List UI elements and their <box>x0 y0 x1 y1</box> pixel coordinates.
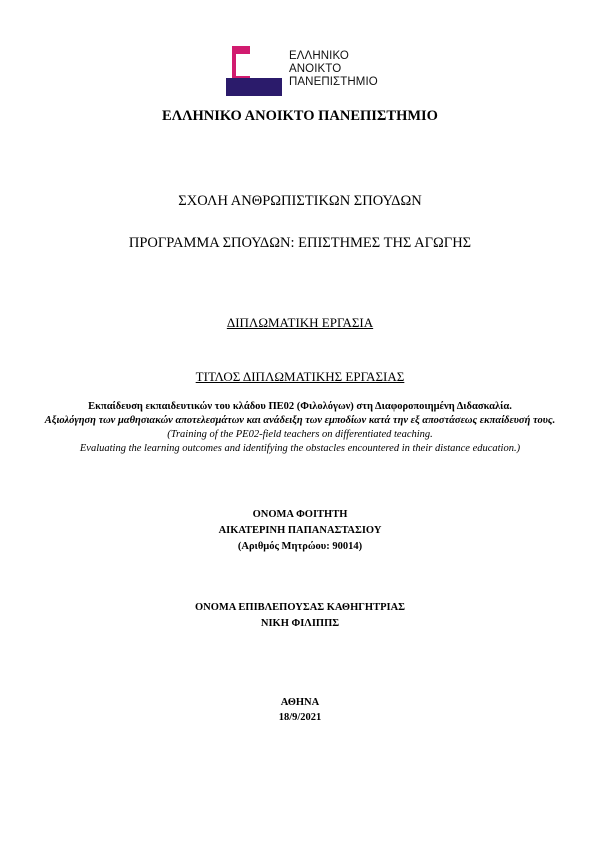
date: 18/9/2021 <box>278 712 322 723</box>
student-label: ΟΝΟΜΑ ΦΟΙΤΗΤΗ <box>252 509 348 520</box>
logo-wordmark <box>289 50 378 89</box>
program-name: ΠΡΟΓΡΑΜΜΑ ΣΠΟΥΔΩΝ: ΕΠΙΣΤΗΜΕΣ ΤΗΣ ΑΓΩΓΗΣ <box>128 235 472 251</box>
school-name: ΣΧΟΛΗ ΑΝΘΡΩΠΙΣΤΙΚΩΝ ΣΠΟΥΔΩΝ <box>178 193 422 209</box>
student-registration: (Αριθμός Μητρώου: 90014) <box>237 541 363 552</box>
thesis-title-heading: ΤΙΤΛΟΣ ΔΙΠΛΩΜΑΤΙΚΗΣ ΕΡΓΑΣΙΑΣ <box>195 369 405 384</box>
supervisor-name: ΝΙΚΗ ΦΙΛΙΠΠΣ <box>260 618 340 629</box>
eap-logo-mark-icon <box>226 44 286 98</box>
city: ΑΘΗΝΑ <box>280 697 320 708</box>
place-and-date <box>0 695 600 725</box>
thesis-title-greek-line-1: Εκπαίδευση εκπαιδευτικών του κλάδου ΠΕ02 (Φιλολόγων) στη Διαφοροποιημένη Διδασκαλία. <box>88 401 512 412</box>
university-logo <box>226 44 376 98</box>
logo-line-1: ΕΛΛΗΝΙΚΟ <box>289 50 349 62</box>
thesis-title <box>0 400 600 456</box>
thesis-title-english-line-1: (Training of the PE02-field teachers on differentiated teaching. <box>167 429 433 440</box>
student-info <box>0 507 600 555</box>
supervisor-info <box>0 600 600 632</box>
logo-line-2: ΑΝΟΙΚΤΟ <box>289 63 342 75</box>
university-name: ΕΛΛΗΝΙΚΟ ΑΝΟΙΚΤΟ ΠΑΝΕΠΙΣΤΗΜΙΟ <box>162 108 438 124</box>
thesis-title-greek-line-2: Αξιολόγηση των μαθησιακών αποτελεσμάτων και ανάδειξη των εμποδίων κατά την εξ αποστάσεως εκπαίδευσή τους. <box>44 415 556 426</box>
thesis-title-english-line-2: Evaluating the learning outcomes and identifying the obstacles encountered in their distance education.) <box>79 443 521 454</box>
thesis-type-heading: ΔΙΠΛΩΜΑΤΙΚΗ ΕΡΓΑΣΙΑ <box>226 315 374 330</box>
logo-line-3: ΠΑΝΕΠΙΣΤΗΜΙΟ <box>289 76 378 88</box>
student-name: ΑΙΚΑΤΕΡΙΝΗ ΠΑΠΑΝΑΣΤΑΣΙΟΥ <box>218 525 382 536</box>
supervisor-label: ΟΝΟΜΑ ΕΠΙΒΛΕΠΟΥΣΑΣ ΚΑΘΗΓΗΤΡΙΑΣ <box>194 602 406 613</box>
